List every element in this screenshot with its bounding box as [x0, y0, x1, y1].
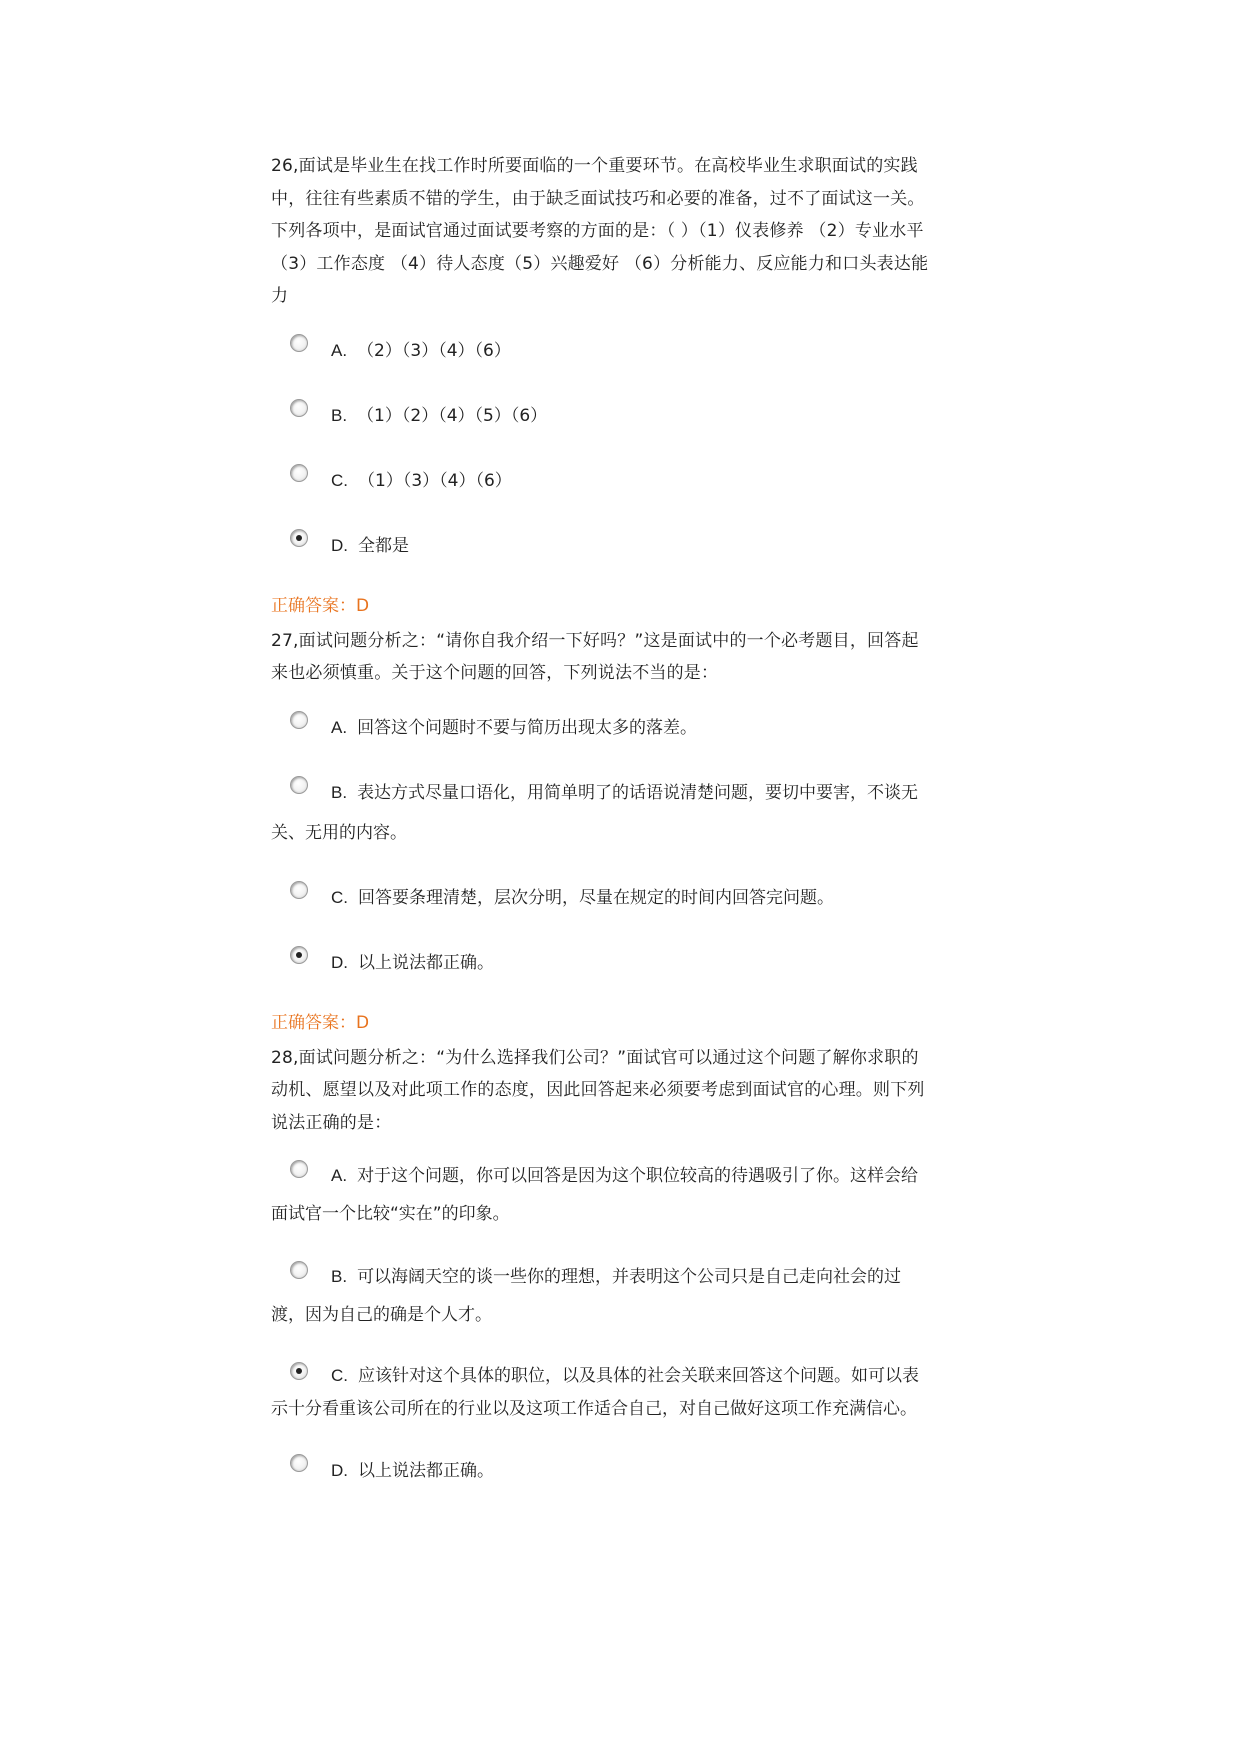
radio-icon[interactable]	[290, 334, 308, 352]
option-text: 表达方式尽量口语化，用简单明了的话语说清楚问题，要切中要害，不谈无关、无用的内容。	[271, 782, 919, 843]
option-text: 以上说法都正确。	[358, 1461, 494, 1481]
option-letter: D.	[331, 1461, 348, 1480]
option-letter: C.	[331, 470, 348, 490]
option-d[interactable]	[271, 1451, 931, 1491]
radio-icon[interactable]	[290, 1261, 308, 1279]
radio-icon[interactable]	[290, 881, 308, 899]
option-text: （2）（3）（4）（6）	[357, 340, 511, 361]
radio-icon[interactable]	[290, 399, 308, 417]
option-text: 回答这个问题时不要与简历出现太多的落差。	[357, 717, 698, 738]
question-26	[271, 150, 931, 621]
question-text: 26,面试是毕业生在找工作时所要面临的一个重要环节。在高校毕业生求职面试的实践中，往往有些素质不错的学生，由于缺乏面试技巧和必要的准备，过不了面试这一关。下列各项中，是面试官通过面试要考察的方面的是：（ ）（1）仪表修养 （2）专业水平 （3）工作态度 （4）待人态度（5）兴趣爱好 （6）分析能力、反应能力和口头表达能力	[271, 156, 929, 306]
option-list	[271, 708, 931, 983]
option-c[interactable]	[271, 1359, 931, 1426]
document-page	[271, 150, 931, 1516]
option-text: 回答要条理清楚，层次分明，尽量在规定的时间内回答完问题。	[358, 887, 834, 908]
radio-icon[interactable]	[290, 776, 308, 794]
option-b[interactable]	[271, 396, 931, 436]
radio-icon-selected[interactable]	[290, 946, 308, 964]
option-text: （1）（2）（4）（5）（6）	[357, 405, 548, 426]
option-letter: C.	[331, 887, 348, 907]
radio-icon[interactable]	[290, 1454, 308, 1472]
option-letter: A.	[331, 1166, 348, 1185]
option-letter: C.	[331, 1366, 348, 1385]
radio-icon[interactable]	[290, 711, 308, 729]
option-a[interactable]	[271, 1157, 931, 1233]
correct-answer: 正确答案：D	[271, 595, 370, 616]
radio-icon[interactable]	[290, 464, 308, 482]
question-27	[271, 625, 931, 1038]
option-letter: B.	[331, 1267, 348, 1286]
option-c[interactable]	[271, 878, 931, 918]
option-text: 以上说法都正确。	[358, 952, 494, 973]
radio-icon[interactable]	[290, 1160, 308, 1178]
option-c[interactable]	[271, 461, 931, 501]
option-a[interactable]	[271, 708, 931, 748]
option-text: （1）（3）（4）（6）	[358, 470, 512, 491]
option-text: 应该针对这个具体的职位，以及具体的社会关联来回答这个问题。如可以表示十分看重该公司所在的行业以及这项工作适合自己，对自己做好这项工作充满信心。	[271, 1366, 919, 1419]
option-b[interactable]	[271, 1258, 931, 1334]
question-28	[271, 1042, 931, 1492]
option-text: 可以海阔天空的谈一些你的理想，并表明这个公司只是自己走向社会的过渡，因为自己的确是个人才。	[271, 1267, 902, 1325]
correct-answer: 正确答案：D	[271, 1012, 370, 1033]
option-text: 全都是	[358, 535, 409, 556]
option-d[interactable]	[271, 943, 931, 983]
option-letter: B.	[331, 405, 348, 425]
option-text: 对于这个问题，你可以回答是因为这个职位较高的待遇吸引了你。这样会给面试官一个比较“实在”的印象。	[271, 1166, 919, 1224]
option-list	[271, 331, 931, 566]
radio-icon-selected[interactable]	[290, 529, 308, 547]
option-letter: A.	[331, 717, 348, 737]
option-b[interactable]	[271, 773, 931, 853]
radio-icon-selected[interactable]	[290, 1362, 308, 1380]
option-a[interactable]	[271, 331, 931, 371]
option-letter: B.	[331, 782, 348, 802]
question-text: 27,面试问题分析之：“请你自我介绍一下好吗？”这是面试中的一个必考题目，回答起来也必须慎重。关于这个问题的回答，下列说法不当的是：	[271, 630, 919, 683]
option-letter: A.	[331, 340, 348, 360]
option-letter: D.	[331, 952, 348, 972]
option-d[interactable]	[271, 526, 931, 566]
option-list	[271, 1157, 931, 1491]
option-letter: D.	[331, 535, 348, 555]
question-text: 28,面试问题分析之：“为什么选择我们公司？”面试官可以通过这个问题了解你求职的动机、愿望以及对此项工作的态度，因此回答起来必须要考虑到面试官的心理。则下列说法正确的是：	[271, 1047, 925, 1133]
